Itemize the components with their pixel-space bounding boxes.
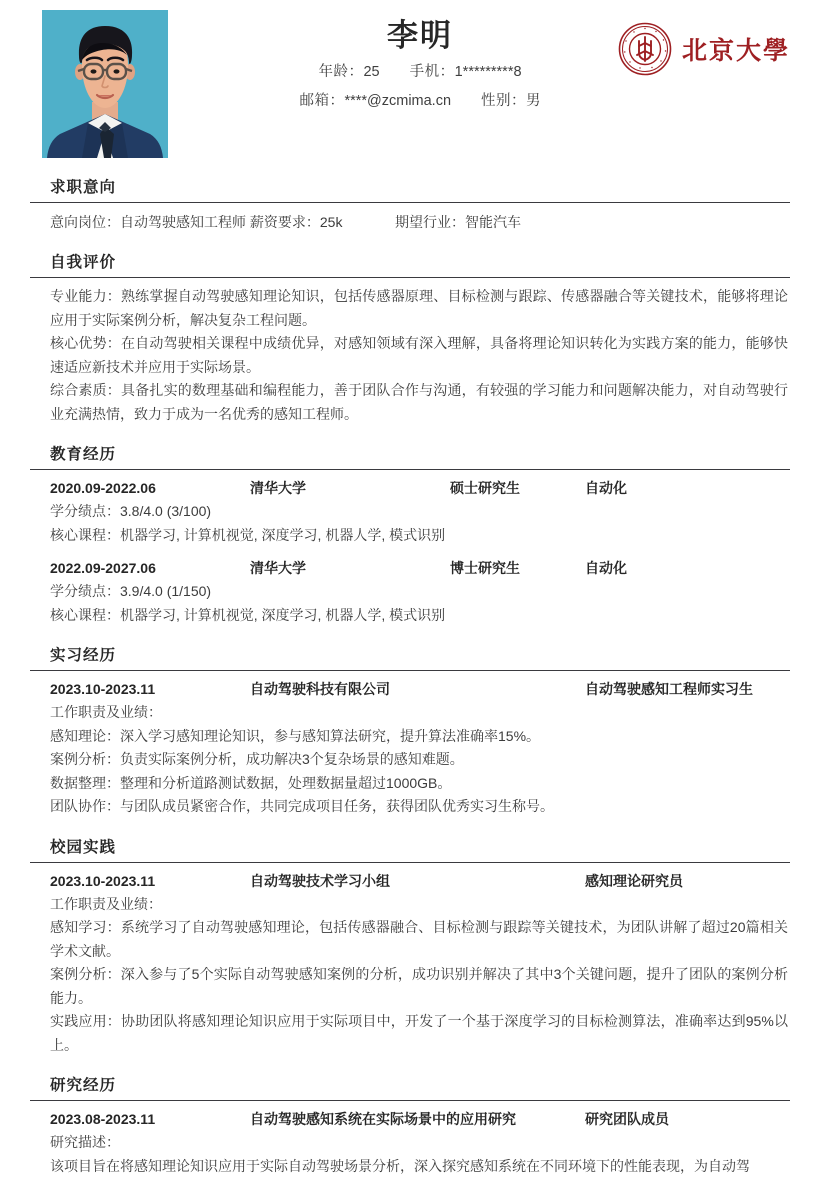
- research-role: 研究团队成员: [585, 1108, 669, 1131]
- age-label: 年龄：: [318, 64, 363, 80]
- campus-practice-entry-header: [30, 870, 790, 893]
- avatar: [42, 10, 168, 158]
- self-eval-paragraph: 综合素质：具备扎实的数理基础和编程能力，善于团队合作与沟通，有较强的学习能力和问题解决能力，对自动驾驶行业充满热情，致力于成为一名优秀的感知工程师。: [30, 379, 790, 426]
- campus-practice-entry: [30, 870, 790, 1058]
- section-self-evaluation: [30, 250, 790, 426]
- research-entry-header: [30, 1108, 790, 1131]
- internship-entry-header: [30, 678, 790, 701]
- campus-practice-organization: 自动驾驶技术学习小组: [250, 870, 390, 893]
- section-job-intent: [30, 175, 790, 234]
- section-title-job-intent: 求职意向: [30, 175, 790, 202]
- education-school: 清华大学: [250, 477, 306, 500]
- divider: [30, 1100, 790, 1101]
- section-title-campus-practice: 校园实践: [30, 835, 790, 862]
- research-desc-label: 研究描述：: [30, 1131, 790, 1155]
- page-title: 李明: [230, 14, 610, 58]
- internship-bullet: 团队协作：与团队成员紧密合作，共同完成项目任务，获得团队优秀实习生称号。: [30, 795, 790, 819]
- education-major: 自动化: [585, 557, 627, 580]
- section-title-self-evaluation: 自我评价: [30, 250, 790, 277]
- internship-bullet: 数据整理：整理和分析道路测试数据，处理数据量超过1000GB。: [30, 772, 790, 796]
- research-entry: [30, 1108, 790, 1178]
- section-title-internship: 实习经历: [30, 643, 790, 670]
- gender-value: 男: [526, 93, 541, 109]
- campus-practice-bullet: 感知学习：系统学习了自动驾驶感知理论，包括传感器融合、目标检测与跟踪等关键技术，为团队讲解了超过20篇相关学术文献。: [30, 916, 790, 963]
- resume-header: [30, 0, 790, 175]
- university-logo: [618, 22, 790, 76]
- contact-line-1: [230, 58, 610, 87]
- education-date: 2022.09-2027.06: [50, 557, 156, 580]
- section-research: [30, 1073, 790, 1178]
- university-name: 北京大學: [682, 31, 790, 67]
- campus-practice-bullet: 实践应用：协助团队将感知理论知识应用于实际项目中，开发了一个基于深度学习的目标检测算法，准确率达到95%以上。: [30, 1010, 790, 1057]
- section-campus-practice: [30, 835, 790, 1058]
- education-date: 2020.09-2022.06: [50, 477, 156, 500]
- phone-label: 手机：: [410, 64, 455, 80]
- internship-bullet: 案例分析：负责实际案例分析，成功解决3个复杂场景的感知难题。: [30, 748, 790, 772]
- salary-label: 薪资要求：: [250, 214, 320, 230]
- divider: [30, 862, 790, 863]
- self-eval-paragraph: 专业能力：熟练掌握自动驾驶感知理论知识，包括传感器原理、目标检测与跟踪、传感器融合等关键技术，能够将理论应用于实际案例分析，解决复杂工程问题。: [30, 285, 790, 332]
- age-value: 25: [363, 64, 379, 80]
- identity-block: [230, 14, 610, 116]
- education-major: 自动化: [585, 477, 627, 500]
- email-value: ****@zcmima.cn: [344, 93, 451, 109]
- education-courses: 核心课程：机器学习, 计算机视觉, 深度学习, 机器人学, 模式识别: [30, 604, 790, 628]
- internship-entry: [30, 678, 790, 819]
- internship-role: 自动驾驶感知工程师实习生: [585, 678, 753, 701]
- job-intent-position: [50, 210, 395, 234]
- education-entry-header: [30, 557, 790, 580]
- section-education: [30, 442, 790, 627]
- section-internship: [30, 643, 790, 819]
- research-description: 该项目旨在将感知理论知识应用于实际自动驾驶场景分析，深入探究感知系统在不同环境下的性能表现，为自动驾: [30, 1155, 790, 1178]
- industry-label: 期望行业：: [395, 214, 465, 230]
- divider: [30, 277, 790, 278]
- job-intent-industry: [395, 210, 521, 234]
- campus-practice-bullet: 案例分析：深入参与了5个实际自动驾驶感知案例的分析，成功识别并解决了其中3个关键问题，提升了团队的案例分析能力。: [30, 963, 790, 1010]
- email-label: 邮箱：: [299, 93, 344, 109]
- campus-practice-date: 2023.10-2023.11: [50, 870, 155, 893]
- position-value: 自动驾驶感知工程师: [120, 214, 246, 230]
- campus-practice-duties-label: 工作职责及业绩：: [30, 893, 790, 917]
- divider: [30, 670, 790, 671]
- section-title-research: 研究经历: [30, 1073, 790, 1100]
- education-degree: 博士研究生: [450, 557, 520, 580]
- salary-value: 25k: [320, 214, 343, 230]
- education-courses: 核心课程：机器学习, 计算机视觉, 深度学习, 机器人学, 模式识别: [30, 524, 790, 548]
- education-school: 清华大学: [250, 557, 306, 580]
- internship-bullet: 感知理论：深入学习感知理论知识，参与感知算法研究，提升算法准确率15%。: [30, 725, 790, 749]
- position-label: 意向岗位：: [50, 214, 120, 230]
- divider: [30, 469, 790, 470]
- phone-value: 1*********8: [455, 64, 522, 80]
- internship-company: 自动驾驶科技有限公司: [250, 678, 390, 701]
- education-entry-header: [30, 477, 790, 500]
- gender-label: 性别：: [481, 93, 526, 109]
- education-entry: [30, 557, 790, 627]
- education-degree: 硕士研究生: [450, 477, 520, 500]
- job-intent-row: [30, 210, 790, 234]
- education-gpa: 学分绩点：3.9/4.0 (1/150): [30, 580, 790, 604]
- research-date: 2023.08-2023.11: [50, 1108, 155, 1131]
- self-eval-paragraph: 核心优势：在自动驾驶相关课程中成绩优异，对感知领域有深入理解，具备将理论知识转化为实践方案的能力，能够快速适应新技术并应用于实际场景。: [30, 332, 790, 379]
- peking-university-seal-icon: [618, 22, 672, 76]
- id-photo-image: [42, 10, 168, 158]
- contact-line-2: [230, 87, 610, 116]
- campus-practice-role: 感知理论研究员: [585, 870, 683, 893]
- education-entry: [30, 477, 790, 547]
- industry-value: 智能汽车: [465, 214, 521, 230]
- divider: [30, 202, 790, 203]
- internship-date: 2023.10-2023.11: [50, 678, 155, 701]
- section-title-education: 教育经历: [30, 442, 790, 469]
- education-gpa: 学分绩点：3.8/4.0 (3/100): [30, 500, 790, 524]
- research-project: 自动驾驶感知系统在实际场景中的应用研究: [250, 1108, 516, 1131]
- internship-duties-label: 工作职责及业绩：: [30, 701, 790, 725]
